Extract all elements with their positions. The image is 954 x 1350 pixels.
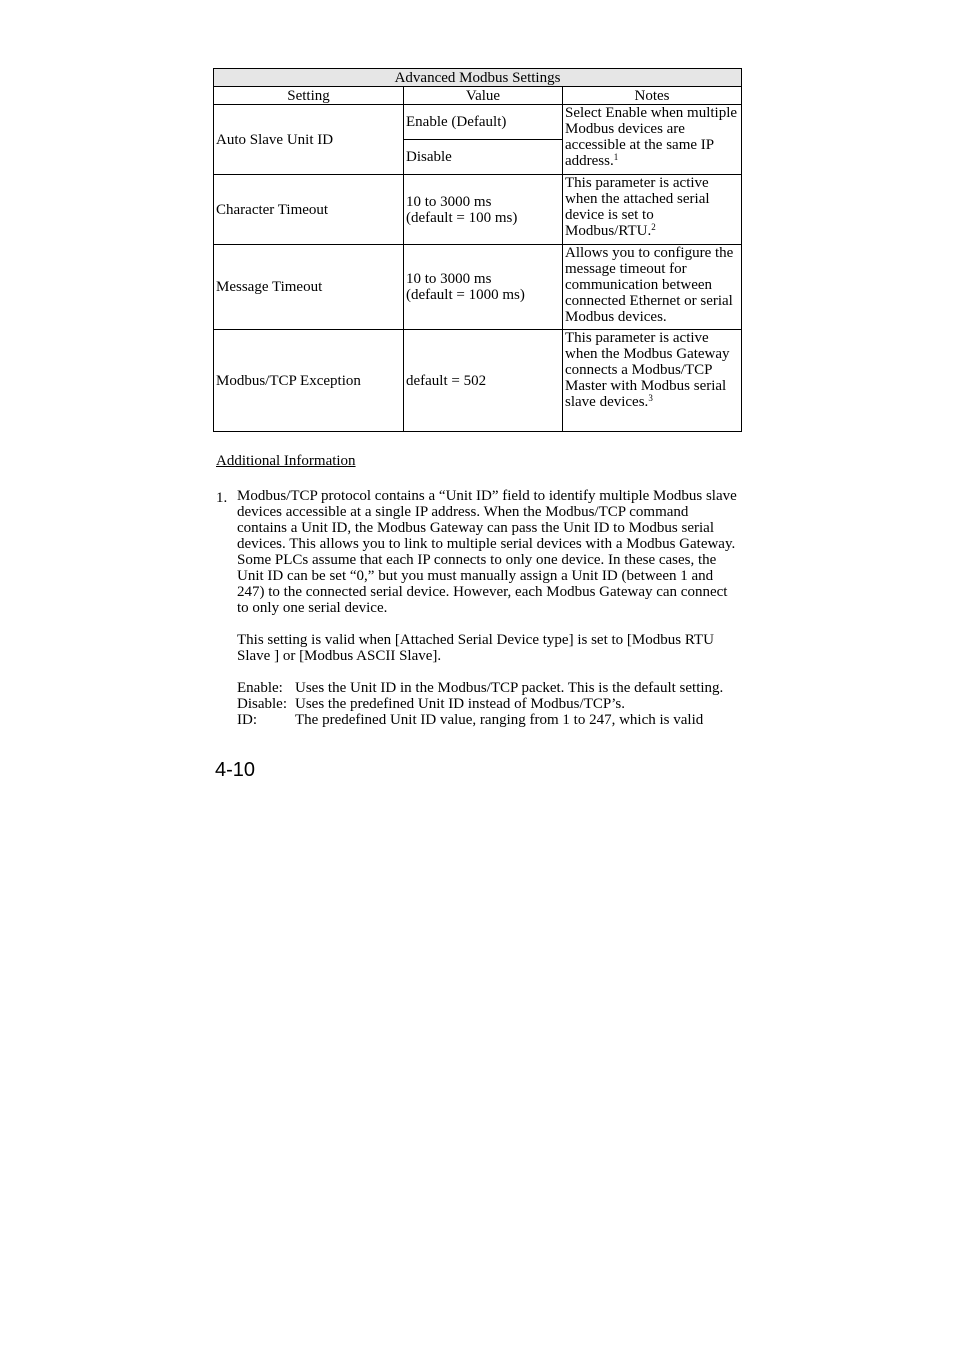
value-label: default = 502 <box>406 372 487 389</box>
table-caption: Advanced Modbus Settings <box>214 69 742 87</box>
value-label: (default = 100 ms) <box>406 209 518 226</box>
value-label: Disable <box>406 149 452 165</box>
setting-label: Modbus/TCP Exception <box>216 372 361 389</box>
note-text: This parameter is active when the Modbus Gateway connects a Modbus/TCP Master with Modbus serial slave devices. <box>565 330 730 410</box>
table-row <box>214 245 742 330</box>
definition-row <box>237 696 741 712</box>
value-cell <box>404 175 563 245</box>
item-number: 1. <box>216 490 228 506</box>
paragraph: This setting is valid when [Attached Serial Device type] is set to [Modbus RTU Slave ] or [Modbus ASCII Slave]. <box>237 632 714 664</box>
page-number: 4-10 <box>215 759 256 781</box>
value-cell <box>404 245 563 330</box>
note-text: Allows you to configure the message timeout for communication between connected Ethernet or serial Modbus devices. <box>565 245 734 325</box>
setting-cell <box>214 175 404 245</box>
paragraph: Modbus/TCP protocol contains a “Unit ID” field to identify multiple Modbus slave devices accessible at a single IP address. When the Modbus/TCP command contains a Unit ID, the Modbus Gateway can pass the Unit ID to Modbus serial devices. This allows you to link to multiple serial devices with a Modbus Gateway. Some PLCs assume that each IP connects to only one device. In these cases, the Unit ID can be set “0,” but you must manually assign a Unit ID (between 1 and 247) to the connected serial device. However, each Modbus Gateway can connect to only one serial device. <box>237 488 737 616</box>
definition-term: Enable: <box>237 680 283 696</box>
value-label: 10 to 3000 ms <box>406 271 492 287</box>
definition-description: The predefined Unit ID value, ranging from 1 to 247, which is valid <box>295 712 704 728</box>
value-cell <box>404 330 563 432</box>
note-text: This parameter is active when the attached serial device is set to Modbus/RTU. <box>565 175 710 239</box>
setting-label: Auto Slave Unit ID <box>216 131 334 148</box>
footnote-marker: 1 <box>613 152 619 162</box>
table-row <box>214 330 742 432</box>
advanced-modbus-settings-table <box>213 68 742 432</box>
value-cell <box>404 140 563 175</box>
table-row <box>214 105 742 140</box>
column-header-notes: Notes <box>563 87 742 105</box>
value-cell <box>404 105 563 140</box>
value-label: 10 to 3000 ms <box>406 193 492 210</box>
definition-description: Uses the predefined Unit ID instead of Modbus/TCP’s. <box>295 696 625 712</box>
setting-cell <box>214 105 404 175</box>
column-header-value: Value <box>404 87 563 105</box>
footnote-marker: 3 <box>648 393 653 403</box>
setting-label: Character Timeout <box>216 201 329 218</box>
definition-term: Disable: <box>237 696 287 712</box>
setting-cell <box>214 245 404 330</box>
note-cell <box>563 245 742 330</box>
setting-cell <box>214 330 404 432</box>
column-header-setting: Setting <box>214 87 404 105</box>
value-label: Enable (Default) <box>406 114 507 130</box>
setting-label: Message Timeout <box>216 279 323 295</box>
additional-information-heading: Additional Information <box>216 453 356 469</box>
item-body <box>237 488 741 728</box>
definition-list <box>237 680 741 728</box>
definition-row <box>237 680 741 696</box>
note-cell <box>563 105 742 175</box>
note-cell <box>563 330 742 432</box>
table-row <box>214 175 742 245</box>
footnote-item <box>216 488 741 728</box>
definition-description: Uses the Unit ID in the Modbus/TCP packet. This is the default setting. <box>295 680 724 696</box>
value-label: (default = 1000 ms) <box>406 287 525 303</box>
note-cell <box>563 175 742 245</box>
footnote-marker: 2 <box>651 222 656 232</box>
note-text: Select Enable when multiple Modbus devices are accessible at the same IP address. <box>565 105 738 169</box>
definition-term: ID: <box>237 712 257 728</box>
definition-row <box>237 712 741 728</box>
